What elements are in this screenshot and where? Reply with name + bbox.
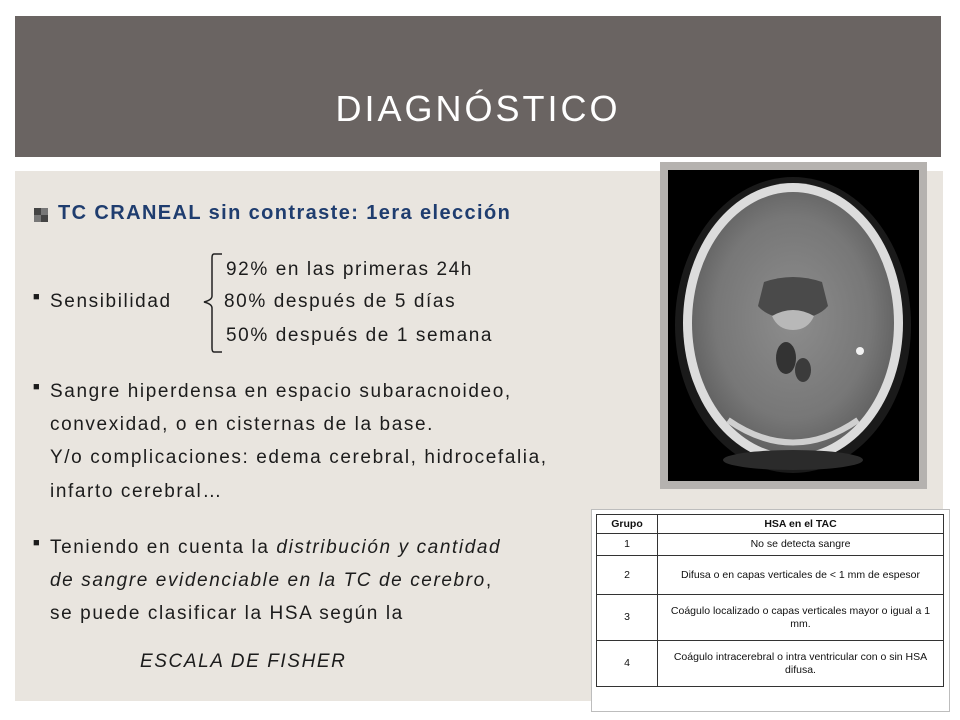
section-heading: TC CRANEAL sin contraste: 1era elección	[58, 202, 512, 224]
table-row	[597, 534, 944, 556]
table-cell-desc: Difusa o en capas verticales de < 1 mm de espesor	[658, 556, 944, 595]
table-header-hsa: HSA en el TAC	[658, 515, 944, 534]
classification-line-1-text: Teniendo en cuenta la	[50, 537, 277, 558]
table-cell-grupo: 4	[597, 641, 658, 687]
table-row	[597, 556, 944, 595]
hyperdense-line-1: Sangre hiperdensa en espacio subaracnoideo,	[50, 381, 512, 402]
hyperdense-line-4: infarto cerebral…	[50, 481, 223, 502]
classification-line-2	[50, 570, 493, 592]
bullet-icon: ■	[33, 291, 42, 303]
table-cell-desc: Coágulo localizado o capas verticales mayor o igual a 1 mm.	[658, 595, 944, 641]
sensitivity-label: Sensibilidad	[50, 291, 172, 312]
table-row	[597, 595, 944, 641]
sensitivity-value-3: 50% después de 1 semana	[226, 325, 494, 346]
table-cell-grupo: 2	[597, 556, 658, 595]
classification-line-2-suffix: ,	[485, 570, 493, 591]
bullet-icon: ■	[33, 537, 42, 549]
fisher-scale-table	[591, 509, 950, 712]
table-header-grupo: Grupo	[597, 515, 658, 534]
classification-line-1	[50, 537, 501, 559]
brace-icon	[200, 252, 224, 354]
hyperdense-line-3: Y/o complicaciones: edema cerebral, hidrocefalia,	[50, 447, 548, 468]
table-row	[597, 641, 944, 687]
title-bar	[15, 16, 941, 157]
ct-scan-brain-image	[668, 170, 919, 481]
table-cell-grupo: 1	[597, 534, 658, 556]
ct-scan-frame	[660, 162, 927, 489]
classification-line-2-italic: de sangre evidenciable en la TC de cerebro	[50, 570, 486, 591]
square-bullet-icon	[34, 208, 48, 222]
table-cell-desc: Coágulo intracerebral o intra ventricular con o sin HSA difusa.	[658, 641, 944, 687]
classification-line-1-italic: distribución y cantidad	[276, 537, 502, 558]
classification-line-3: se puede clasificar la HSA según la	[50, 603, 404, 624]
table-cell-grupo: 3	[597, 595, 658, 641]
sensitivity-value-2: 80% después de 5 días	[224, 291, 457, 312]
hyperdense-line-2: convexidad, o en cisternas de la base.	[50, 414, 435, 435]
sensitivity-value-1: 92% en las primeras 24h	[226, 259, 473, 280]
table-cell-desc: No se detecta sangre	[658, 534, 944, 556]
bullet-icon: ■	[33, 381, 42, 393]
fisher-scale-label: ESCALA DE FISHER	[140, 651, 347, 672]
slide-title: DIAGNÓSTICO	[335, 88, 621, 129]
